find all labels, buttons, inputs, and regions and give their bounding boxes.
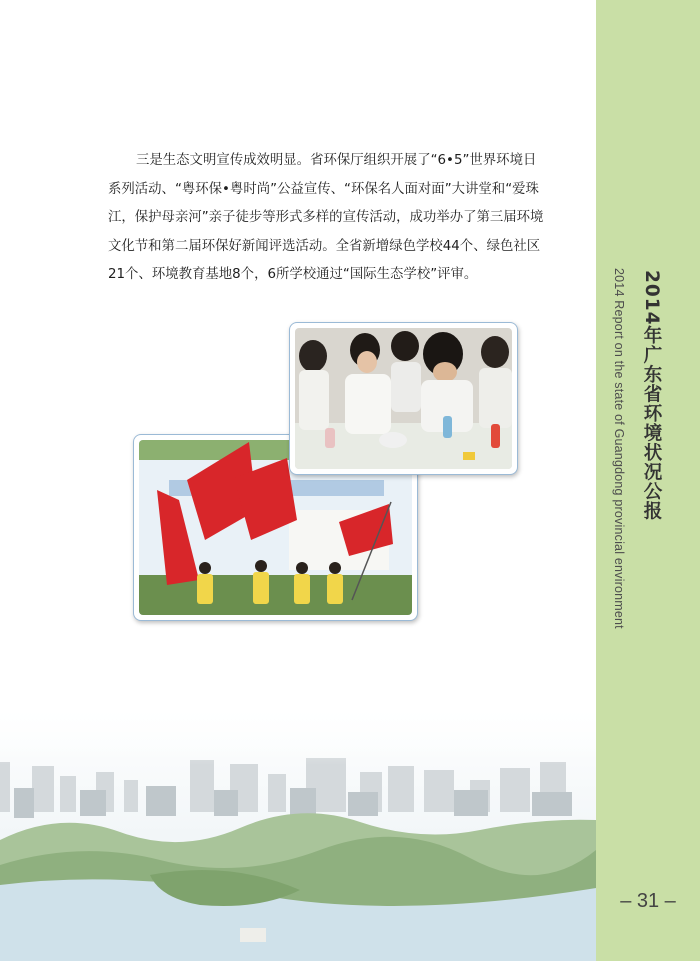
paragraph-line: 文化节和第二届环保好新闻评选活动。全省新增绿色学校44个、绿色社区 [108, 238, 541, 254]
side-title-chinese: 2014年广东省环境状况公报 [641, 270, 662, 521]
body-paragraph [108, 147, 578, 290]
paragraph-line: 三是生态文明宣传成效明显。省环保厅组织开展了“6•5”世界环境日 [136, 153, 537, 168]
paragraph-line: 系列活动、“粤环保•粤时尚”公益宣传、“环保名人面对面”大讲堂和“爱珠 [108, 181, 539, 197]
lab-photo-image [295, 328, 512, 469]
side-title [612, 268, 672, 628]
paragraph-line: 21个、环境教育基地8个，6所学校通过“国际生态学校”评审。 [108, 267, 478, 282]
page-number: – 31 – [620, 890, 676, 912]
city-skyline-image [0, 700, 596, 961]
paragraph-line: 江，保护母亲河”亲子徒步等形式多样的宣传活动，成功举办了第三届环境 [108, 210, 544, 225]
side-title-english: 2014 Report on the state of Guangdong provincial environment [612, 268, 626, 629]
lab-photo [289, 322, 518, 475]
